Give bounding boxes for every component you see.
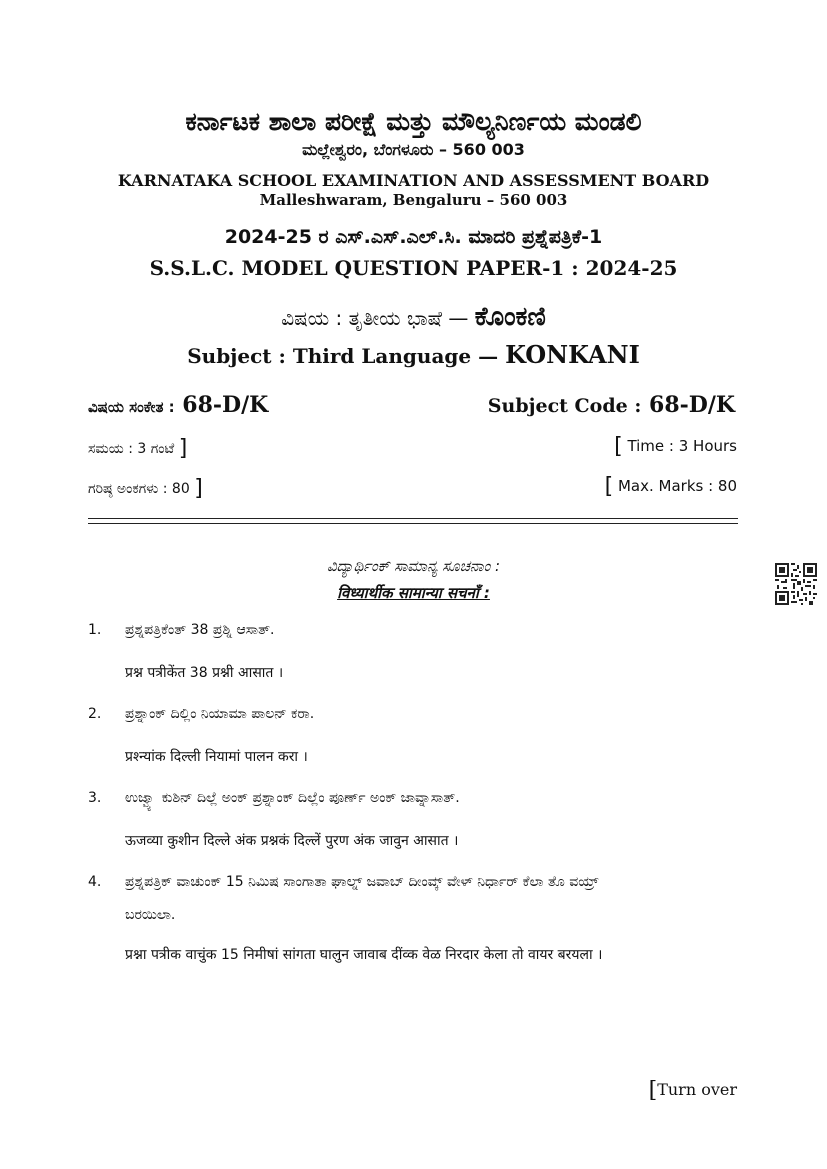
instruction-kannada-line: ಪ್ರಶ್ನಪತ್ರಿಕೆಂತ್ 38 ಪ್ರಶ್ನಿ ಆಸಾತ್. — [125, 622, 275, 638]
subject-code-kannada — [88, 392, 268, 418]
instruction-devanagari-line: प्रश्न्यांक दिल्ली नियामां पालन करा । — [125, 749, 308, 765]
bracket-open: [ — [648, 1078, 658, 1103]
qr-code-icon — [775, 563, 817, 605]
bracket-open: [ — [614, 434, 623, 459]
board-name-english: KARNATAKA SCHOOL EXAMINATION AND ASSESSMENT BOARD — [117, 171, 710, 190]
bracket-close: ] — [178, 436, 188, 461]
instruction-devanagari-line: प्रश्न पत्रीकेंत 38 प्रश्नी आसात । — [125, 665, 284, 681]
instructions-heading-devanagari-text: विध्यार्थीक सामान्या सचनाँ : — [337, 584, 490, 602]
instruction-kannada-line: ಉಜ್ವ್ಯಾ ಕುಶಿನ್ ದಿಲ್ಲೆ ಅಂಕ್ ಪ್ರಶ್ನಾಂಕ್ ದಿಲ್ಲೆಂ ಪೂರ್ಣ್ ಅಂಕ್ ಜಾವ್ನಾಸಾತ್. — [125, 790, 460, 806]
instruction-kannada-line: ಪ್ರಶ್ನಾಂಕ್ ದಿಲ್ಲಿಂ ನಿಯಾಮಾ ಪಾಲನ್ ಕರಾ. — [125, 706, 315, 722]
time-kannada — [88, 436, 187, 461]
subject-name-english: KONKANI — [505, 340, 640, 369]
subject-label-kannada: ವಿಷಯ : ತೃತೀಯ ಭಾಷೆ — — [281, 306, 469, 330]
marks-english-text: Max. Marks : 80 — [617, 477, 737, 495]
time-english — [614, 434, 737, 459]
board-name-kannada: ಕರ್ನಾಟಕ ಶಾಲಾ ಪರೀಕ್ಷೆ ಮತ್ತು ಮೌಲ್ಯನಿರ್ಣಯ ಮಂಡಲಿ — [185, 107, 642, 136]
bracket-close: ] — [194, 476, 203, 501]
subject-label-english: Subject : Third Language — — [187, 344, 499, 368]
marks-kannada-text: ಗರಿಷ್ಠ ಅಂಕಗಳು : 80 — [88, 481, 190, 497]
instruction-kannada-line-continued: ಬರಯಿಲಾ. — [125, 907, 176, 923]
subject-code-label-english: Subject Code : — [487, 395, 642, 417]
instructions-heading-kannada: ವಿದ್ಯಾರ್ಥಿಂಕ್ ಸಾಮಾನ್ಯ ಸೂಚನಾಂ : — [326, 557, 501, 575]
time-kannada-text: ಸಮಯ : 3 ಗಂಟೆ — [88, 441, 175, 457]
subject-code-value-right: 68-D/K — [649, 392, 735, 418]
instruction-number: 3. — [88, 790, 102, 806]
bracket-open: [ — [604, 474, 614, 499]
board-address-english: Malleshwaram, Bengaluru – 560 003 — [259, 191, 568, 209]
paper-title-kannada: 2024-25 ರ ಎಸ್.ಎಸ್.ಎಲ್.ಸಿ. ಮಾದರಿ ಪ್ರಶ್ನೆಪತ್ರಿಕೆ-1 — [224, 226, 603, 248]
subject-line-kannada — [0, 302, 827, 333]
subject-line-english — [0, 340, 827, 369]
time-english-text: Time : 3 Hours — [627, 437, 737, 455]
subject-code-value-left: 68-D/K — [182, 392, 269, 418]
turn-over-text: Turn over — [657, 1080, 737, 1099]
paper-title-english: S.S.L.C. MODEL QUESTION PAPER-1 : 2024-25 — [149, 256, 678, 280]
instruction-number: 2. — [88, 706, 102, 722]
instruction-number: 4. — [88, 874, 102, 890]
marks-english — [605, 474, 737, 499]
instruction-kannada-line: ಪ್ರಶ್ನಪತ್ರಿಕ್ ವಾಚುಂಕ್ 15 ನಿಮಿಷ ಸಾಂಗಾತಾ ಘಾಲ್ನ್ ಜವಾಬ್ ದೀಂವ್ಕ್ ವೇಳ್ ನಿರ್ಧಾರ್ ಕೆಲಾ ತೊ ವಯ್ರ್ — [125, 874, 599, 890]
instructions-heading-devanagari — [0, 583, 827, 603]
instruction-number: 1. — [88, 622, 102, 638]
subject-code-english — [488, 392, 735, 418]
divider-bottom — [88, 523, 738, 524]
instruction-devanagari-line: प्रश्ना पत्रीक वाचुंक 15 निमीषां सांगता घालुन जावाब दींव्क वेळ निरदार केला तो वायर बरयला । — [125, 947, 603, 963]
marks-kannada — [88, 476, 203, 501]
turn-over — [649, 1078, 737, 1103]
instruction-devanagari-line: ऊजव्या कुशीन दिल्ले अंक प्रश्नकं दिल्लें पुरण अंक जावुन आसात । — [125, 833, 459, 849]
subject-code-label-kannada: ವಿಷಯ ಸಂಕೇತ : — [88, 398, 175, 416]
subject-name-kannada: ಕೊಂಕಣಿ — [474, 302, 546, 332]
divider-top — [88, 518, 738, 519]
board-address-kannada: ಮಲ್ಲೇಶ್ವರಂ, ಬೆಂಗಳೂರು – 560 003 — [302, 140, 525, 159]
